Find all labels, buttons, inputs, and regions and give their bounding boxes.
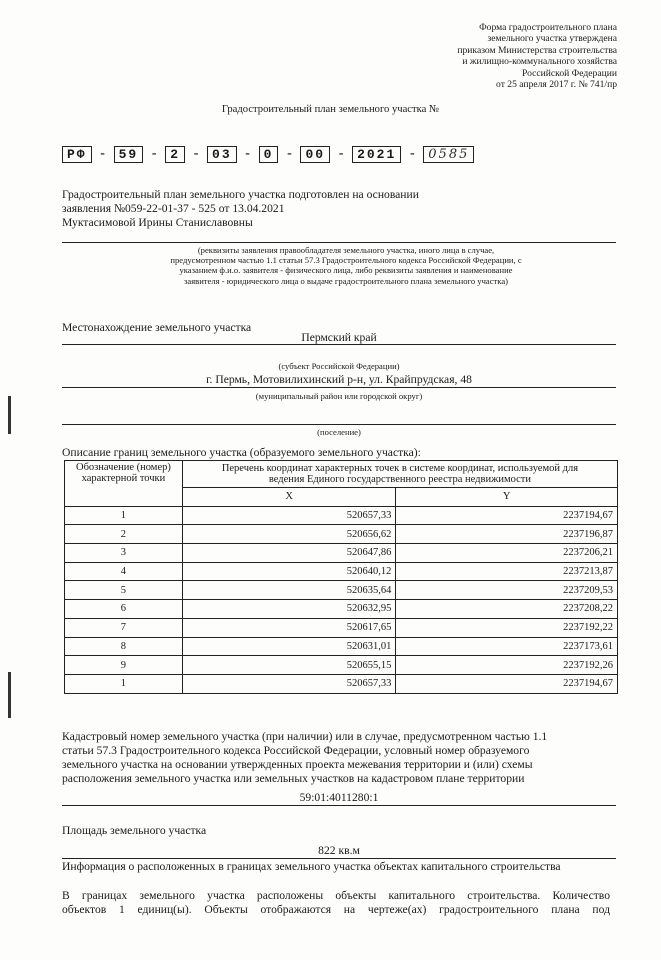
- point-column-header: Обозначение (номер) характерной точки: [65, 461, 183, 507]
- document-title: Градостроительный план земельного участка №: [221, 104, 440, 115]
- x-coordinate: 520617,65: [182, 618, 396, 637]
- x-coordinate: 520657,33: [182, 506, 396, 525]
- x-coordinate: 520631,01: [182, 637, 396, 656]
- cadastral-text-line: земельного участка на основании утвержденных проекта межевания территории и (или) схемы: [62, 758, 533, 771]
- divider: [62, 858, 616, 859]
- divider: [62, 387, 616, 388]
- x-coordinate: 520632,95: [182, 600, 396, 619]
- x-coordinate: 520635,64: [182, 581, 396, 600]
- plan-number-separator: -: [409, 146, 415, 161]
- plan-number-part: РФ: [62, 146, 92, 163]
- approval-line: Форма градостроительного плана: [479, 22, 617, 33]
- location-label: Местонахождение земельного участка: [62, 321, 252, 334]
- y-coordinate: 2237209,53: [396, 581, 618, 600]
- plan-number-separator: -: [193, 146, 199, 161]
- cadastral-text-line: статьи 57.3 Градостроительного кодекса Российской Федерации, условный номер образуемого: [62, 744, 530, 757]
- plan-number-part: 2: [165, 146, 185, 163]
- capital-objects-text: объектов 1 единиц(ы). Объекты отображаются на чертеже(ах) градостроительного плана под: [62, 903, 610, 916]
- scan-margin-mark: [8, 396, 11, 434]
- table-row: [65, 581, 618, 600]
- point-number: 7: [65, 618, 183, 637]
- coords-column-header: Перечень координат характерных точек в системе координат, используемой для ведения Единого государственного реестра недвижимости: [182, 461, 617, 488]
- coordinates-table: [64, 460, 618, 694]
- plan-number-year: 2021: [352, 146, 401, 163]
- table-row: [65, 544, 618, 563]
- x-coordinate: 520640,12: [182, 562, 396, 581]
- table-row: [65, 562, 618, 581]
- plan-number-part: 59: [114, 146, 144, 163]
- table-row: [65, 600, 618, 619]
- approval-line: от 25 апреля 2017 г. № 741/пр: [496, 79, 617, 91]
- area-label: Площадь земельного участка: [62, 824, 207, 837]
- x-coordinate: 520655,15: [182, 656, 396, 675]
- plan-number-part: 00: [300, 146, 330, 163]
- point-number: 6: [65, 600, 183, 619]
- location-subject: Пермский край: [301, 331, 377, 344]
- x-coordinate: 520656,62: [182, 525, 396, 544]
- applicant-name: Муктасимовой Ирины Станиславовны: [62, 216, 253, 229]
- district-note: (муниципальный район или городской округ): [255, 391, 423, 401]
- y-column-header: Y: [396, 488, 618, 507]
- divider: [62, 242, 616, 243]
- plan-number-handwritten: 0585: [423, 146, 474, 163]
- plan-number-part: 03: [207, 146, 237, 163]
- y-coordinate: 2237196,87: [396, 525, 618, 544]
- plan-number: [62, 144, 474, 164]
- form-approval-note: [407, 22, 617, 90]
- boundaries-label: Описание границ земельного участка (образуемого земельного участка):: [62, 446, 421, 459]
- divider: [62, 805, 616, 806]
- point-number: 4: [65, 562, 183, 581]
- y-coordinate: 2237194,67: [396, 674, 618, 693]
- point-number: 5: [65, 581, 183, 600]
- table-row: [65, 506, 618, 525]
- area-value: 822 кв.м: [318, 844, 360, 857]
- y-coordinate: 2237192,22: [396, 618, 618, 637]
- basis-line: Градостроительный план земельного участка подготовлен на основании: [62, 188, 419, 201]
- plan-number-separator: -: [100, 146, 105, 161]
- basis-footnote: (реквизиты заявления правообладателя земельного участка, иного лица в случае, предусмотренном частью 1.1 статьи 57.3 Градостроительного кодекса Российской Федерации, с указанием ф.и.о. заявителя - физического лица, либо реквизиты заявления и наименование заявителя - юридического лица о выдаче градостроительного плана земельного участка): [170, 245, 522, 286]
- y-coordinate: 2237194,67: [396, 506, 618, 525]
- plan-number-separator: -: [151, 146, 157, 161]
- x-column-header: X: [182, 488, 396, 507]
- table-row: [65, 618, 618, 637]
- y-coordinate: 2237173,61: [396, 637, 618, 656]
- plan-number-separator: -: [338, 146, 344, 161]
- point-number: 3: [65, 544, 183, 563]
- cadastral-number: 59:01:4011280:1: [299, 791, 379, 804]
- table-row: [65, 525, 618, 544]
- plan-number-part: 0: [259, 146, 279, 163]
- approval-line: и жилищно-коммунального хозяйства: [462, 56, 617, 68]
- y-coordinate: 2237213,87: [396, 562, 618, 581]
- point-number: 1: [65, 506, 183, 525]
- scan-margin-mark: [8, 672, 11, 718]
- capital-objects-heading: Информация о расположенных в границах земельного участка объектах капитального строительства: [62, 860, 561, 873]
- table-header-row: [65, 461, 618, 488]
- settlement-note: (поселение): [317, 427, 361, 437]
- plan-number-separator: -: [287, 146, 292, 161]
- table-row: [65, 656, 618, 675]
- y-coordinate: 2237192,26: [396, 656, 618, 675]
- y-coordinate: 2237208,22: [396, 600, 618, 619]
- point-number: 8: [65, 637, 183, 656]
- approval-line: приказом Министерства строительства: [457, 44, 617, 56]
- subject-note: (субъект Российской Федерации): [278, 361, 400, 371]
- x-coordinate: 520657,33: [182, 674, 396, 693]
- cadastral-text-line: Кадастровый номер земельного участка (при наличии) или в случае, предусмотренном частью 1.1: [62, 730, 548, 743]
- point-number: 9: [65, 656, 183, 675]
- capital-objects-text: В границах земельного участка расположены объекты капитального строительства. Количество: [62, 889, 610, 902]
- x-coordinate: 520647,86: [182, 544, 396, 563]
- point-number: 1: [65, 674, 183, 693]
- table-row: [65, 674, 618, 693]
- cadastral-text-line: расположения земельного участка или земельных участков на кадастровом плане территории: [62, 772, 525, 785]
- point-number: 2: [65, 525, 183, 544]
- y-coordinate: 2237206,21: [396, 544, 618, 563]
- approval-line: Российской Федерации: [522, 67, 617, 79]
- approval-line: земельного участка утверждена: [487, 33, 617, 45]
- table-row: [65, 637, 618, 656]
- basis-application: заявления №059-22-01-37 - 525 от 13.04.2021: [62, 202, 285, 215]
- plan-number-separator: -: [245, 146, 250, 161]
- location-district: г. Пермь, Мотовилихинский р-н, ул. Крайпрудская, 48: [206, 373, 472, 386]
- divider: [62, 424, 616, 425]
